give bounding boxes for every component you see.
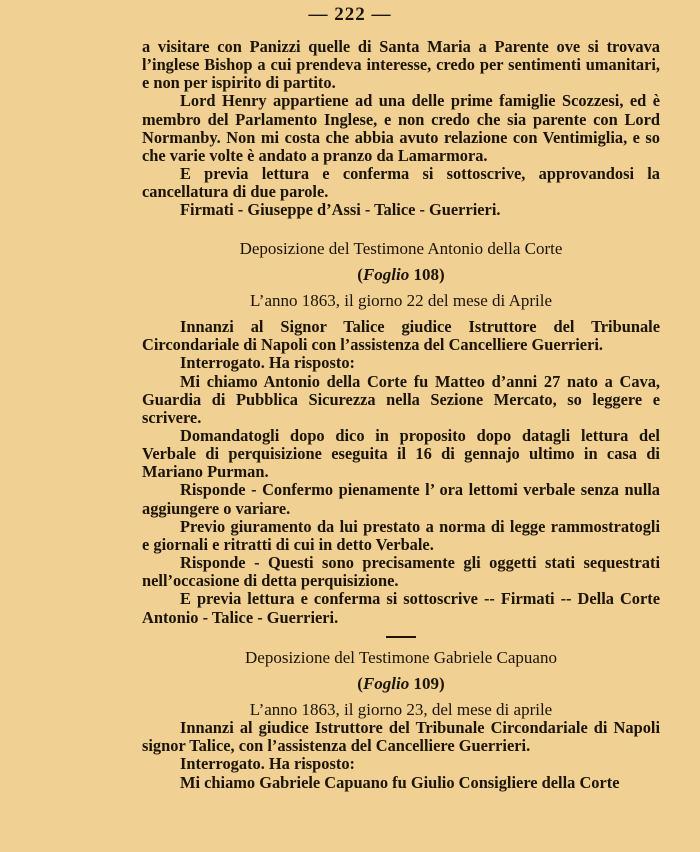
section-divider	[142, 629, 660, 643]
paragraph: Risponde - Confermo pienamente l’ ora lettomi verbale senza nulla aggiungere o variare.	[142, 480, 660, 518]
paragraph: Interrogato. Ha risposto:	[180, 754, 355, 774]
paragraph: E previa lettura e conferma si sottoscrive, approvandosi la cancellatura di due parole.	[142, 164, 660, 202]
paragraph: a visitare con Panizzi quelle di Santa Maria a Parente ove si trovava l’inglese Bishop a cui prendeva interesse, credo per sentimenti umanitari, e non per ispirito di partito.	[142, 37, 660, 93]
paragraph: Domandatogli dopo dico in proposito dopo datagli lettura del Verbale di perquisizione eseguita il 16 di gennajo ultimo in casa di Mariano Purman.	[142, 425, 660, 482]
page-body	[142, 38, 660, 792]
signature-line: Firmati - Giuseppe d’Assi - Talice - Guerrieri.	[180, 200, 501, 220]
paragraph: Mi chiamo Antonio della Corte fu Matteo d’anni 27 nato a Cava, Guardia di Pubblica Sicurezza nella Sezione Mercato, so leggere e scrivere.	[142, 371, 660, 427]
spacer	[142, 220, 660, 240]
paragraph: E previa lettura e conferma si sottoscrive -- Firmati -- Della Corte Antonio - Talice - Guerrieri.	[142, 589, 660, 627]
folio-reference: (Foglio 108)	[357, 264, 445, 284]
folio-number: 108	[413, 264, 440, 284]
section-heading: Deposizione del Testimone Gabriele Capuano	[245, 647, 557, 667]
date-line: L’anno 1863, il giorno 23, del mese di aprile	[249, 700, 553, 719]
paragraph: Innanzi al giudice Istruttore del Tribunale Circondariale di Napoli signor Talice, con l’assistenza del Cancelliere Guerrieri.	[142, 718, 660, 756]
paragraph: Innanzi al Signor Talice giudice Istruttore del Tribunale Circondariale di Napoli con l’assistenza del Cancelliere Guerrieri.	[142, 317, 660, 355]
section-heading: Deposizione del Testimone Antonio della Corte	[239, 238, 563, 258]
paragraph: Mi chiamo Gabriele Capuano fu Giulio Consigliere della Corte	[180, 772, 620, 792]
folio-number: 109	[413, 673, 440, 693]
folio-reference: (Foglio 109)	[357, 673, 445, 693]
date-line: L’anno 1863, il giorno 22 del mese di Aprile	[249, 290, 553, 310]
paragraph: Lord Henry appartiene ad una delle prime famiglie Scozzesi, ed è membro del Parlamento Inglese, e non credo che sia parente con Lord Normanby. Non mi costa che abbia avuto relazione con Ventimiglia, e so che varie volte è andato a pranzo da Lamarmora.	[142, 91, 660, 165]
paragraph: Risponde - Questi sono precisamente gli oggetti stati sequestrati nell’occasione di detta perquisizione.	[142, 553, 660, 591]
folio-label: Foglio	[362, 673, 410, 693]
folio-label: Foglio	[362, 264, 410, 284]
paragraph: Previo giuramento da lui prestato a norma di legge rammostratogli e giornali e ritratti di cui in detto Verbale.	[142, 516, 660, 554]
page-number: — 222 —	[308, 4, 392, 25]
paragraph: Interrogato. Ha risposto:	[180, 353, 355, 373]
